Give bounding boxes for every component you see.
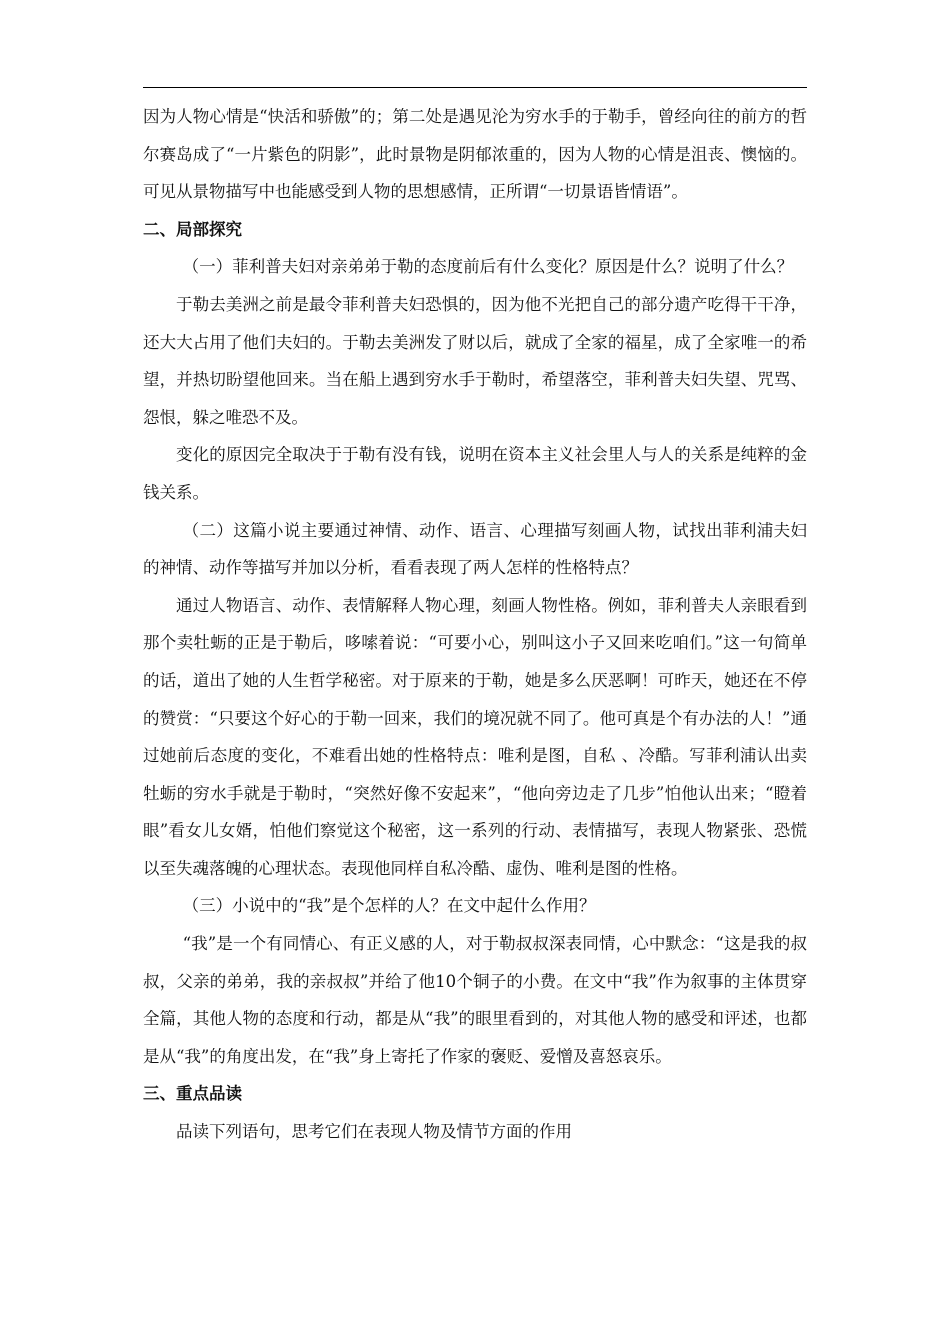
reading-instruction: 品读下列语句，思考它们在表现人物及情节方面的作用	[176, 1122, 572, 1142]
answer-1-paragraph-2: 变化的原因完全取决于于勒有没有钱，说明在资本主义社会里人与人的关系是纯粹的金钱关系。	[143, 445, 807, 502]
answer-1-paragraph-1: 于勒去美洲之前是最令菲利普夫妇恐惧的，因为他不光把自己的部分遗产吃得干干净，还大大占用了他们夫妇的。于勒去美洲发了财以后，就成了全家的福星，成了全家唯一的希望，并热切盼望他回来。当在船上遇到穷水手于勒时，希望落空，菲利普夫妇失望、咒骂、怨恨，躲之唯恐不及。	[143, 294, 807, 427]
section-heading-local-inquiry: 二、局部探究	[143, 219, 242, 239]
header-rule	[143, 87, 807, 88]
answer-3: “我”是一个有同情心、有正义感的人，对于勒叔叔深表同情，心中默念：“这是我的叔叔，父亲的弟弟，我的亲叔叔”并给了他10个铜子的小费。在文中“我”作为叙事的主体贯穿全篇，其他人物的态度和行动，都是从“我”的眼里看到的，对其他人物的感受和评述，也都是从“我”的角度出发，在“我”身上寄托了作家的褒贬、爱憎及喜怒哀乐。	[143, 934, 807, 1066]
document-body	[143, 98, 807, 1151]
answer-2: 通过人物语言、动作、表情解释人物心理，刻画人物性格。例如，菲利普夫人亲眼看到那个卖牡蛎的正是于勒后，哆嗦着说：“可要小心，别叫这小子又回来吃咱们。”这一句简单的话，道出了她的人生哲学秘密。对于原来的于勒，她是多么厌恶啊！可昨天，她还在不停的赞赏：“只要这个好心的于勒一回来，我们的境况就不同了。他可真是个有办法的人！”通过她前后态度的变化，不难看出她的性格特点：唯利是图，自私 、冷酷。写菲利浦认出卖牡蛎的穷水手就是于勒时，“突然好像不安起来”，“他向旁边走了几步”怕他认出来；“瞪着眼”看女儿女婿，怕他们察觉这个秘密，这一系列的行动、表情描写，表现人物紧张、恐慌以至失魂落魄的心理状态。表现他同样自私冷酷、虚伪、唯利是图的性格。	[143, 595, 807, 878]
section-heading-key-reading: 三、重点品读	[143, 1084, 242, 1104]
question-3: （三）小说中的“我”是个怎样的人？在文中起什么作用？	[182, 896, 596, 916]
question-2: （二）这篇小说主要通过神情、动作、语言、心理描写刻画人物，试找出菲利浦夫妇的神情、动作等描写并加以分析，看看表现了两人怎样的性格特点？	[143, 520, 807, 578]
question-1: （一）菲利普夫妇对亲弟弟于勒的态度前后有什么变化？原因是什么？说明了什么？	[182, 257, 794, 277]
paragraph-continuation: 因为人物心情是“快活和骄傲”的；第二处是遇见沦为穷水手的于勒手，曾经向往的前方的哲尔赛岛成了“一片紫色的阴影”，此时景物是阴郁浓重的，因为人物的心情是沮丧、懊恼的。可见从景物描写中也能感受到人物的思想感情，正所谓“一切景语皆情语”。	[143, 107, 807, 202]
